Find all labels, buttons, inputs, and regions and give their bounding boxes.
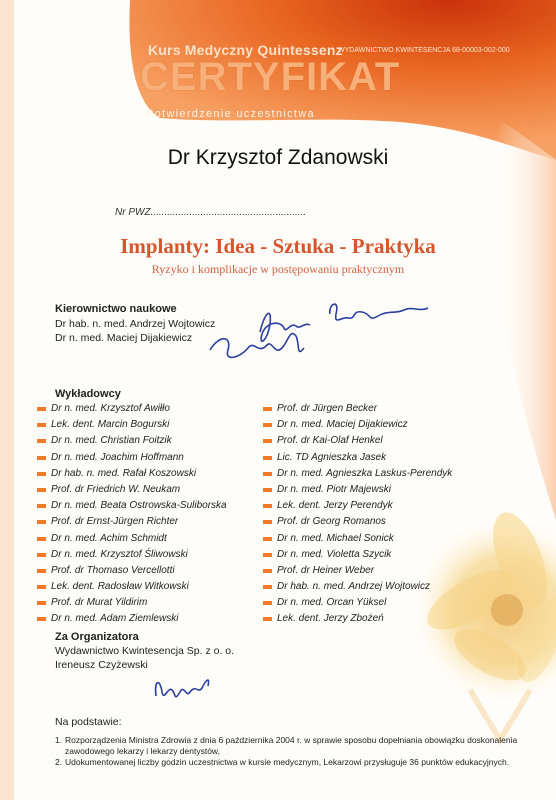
basis-heading: Na podstawie:	[55, 716, 122, 728]
lecturer-item: Dr n. med. Michael Sonick	[263, 531, 452, 547]
lecturer-item: Dr n. med. Achim Schmidt	[37, 531, 227, 547]
organizer-heading: Za Organizatora	[55, 631, 139, 643]
lecturer-item: Prof. dr Murat Yildirim	[37, 595, 227, 611]
organizer-company: Wydawnictwo Kwintesencja Sp. z o. o.	[55, 645, 235, 657]
lecturer-item: Dr n. med. Krzysztof Śliwowski	[37, 547, 227, 563]
lecturer-item: Lek. dent. Radosław Witkowski	[37, 579, 227, 595]
lecturer-item: Dr n. med. Adam Ziemlewski	[37, 611, 227, 627]
scientific-name-2: Dr n. med. Maciej Dijakiewicz	[55, 332, 193, 344]
lecturers-heading: Wykładowcy	[55, 388, 121, 400]
basis-item	[55, 757, 535, 779]
certificate-title: CERTYFIKAT	[140, 55, 401, 99]
basis-item-text: Rozporządzenia Ministra Zdrowia z dnia 6 października 2004 r. w sprawie sposobu dopełniania obowiązku doskonalenia zawodowego lekarzy i lekarzy dentystów,	[65, 735, 518, 756]
lecturer-item: Dr n. med. Agnieszka Laskus-Perendyk	[263, 466, 452, 482]
lecturer-item: Prof. dr Georg Romanos	[263, 514, 452, 530]
lecturer-item: Prof. dr Ernst-Jürgen Richter	[37, 514, 227, 530]
lecturer-item: Dr n. med. Beata Ostrowska-Suliborska	[37, 498, 227, 514]
basis-item-text: Udokumentowanej liczby godzin uczestnictwa w kursie medycznym, Lekarzowi przysługuje 36 punktów edukacyjnych.	[65, 757, 510, 767]
lecturer-item: Dr hab. n. med. Andrzej Wojtowicz	[263, 579, 452, 595]
course-subtitle: Ryzyko i komplikacje w postępowaniu praktycznym	[151, 262, 405, 276]
recipient-name: Dr Krzysztof Zdanowski	[167, 146, 389, 169]
course-title: Implanty: Idea - Sztuka - Praktyka	[120, 234, 436, 258]
lecturer-item: Prof. dr Friedrich W. Neukam	[37, 482, 227, 498]
organizer-person: Ireneusz Czyżewski	[55, 659, 148, 671]
lecturer-item: Lek. dent. Jerzy Perendyk	[263, 498, 452, 514]
lecturer-item: Dr n. med. Violetta Szycik	[263, 547, 452, 563]
lecturer-item: Dr n. med. Joachim Hoffmann	[37, 450, 227, 466]
basis-item-number: 2.	[55, 757, 63, 767]
pwz-number-line: Nr PWZ........................................................	[115, 207, 307, 218]
lecturer-item: Lek. dent. Marcin Bogurski	[37, 417, 227, 433]
scientific-name-1: Dr hab. n. med. Andrzej Wojtowicz	[55, 318, 216, 330]
lecturer-item: Dr n. med. Orcan Yüksel	[263, 595, 452, 611]
publisher-reference: WYDAWNICTWO KWINTESENCJA 68-00003-002-000	[338, 47, 510, 54]
lecturer-item: Dr n. med. Krzysztof Awiłło	[37, 401, 227, 417]
lecturer-item: Prof. dr Heiner Weber	[263, 563, 452, 579]
lecturers-list-left	[37, 401, 227, 628]
organizer-signature	[140, 672, 230, 712]
lecturer-item: Dr n. med. Piotr Majewski	[263, 482, 452, 498]
lecturer-item: Prof. dr Thomaso Vercellotti	[37, 563, 227, 579]
certificate-subtitle: Potwierdzenie uczestnictwa	[146, 108, 315, 120]
scientific-heading: Kierownictwo naukowe	[55, 303, 177, 315]
lecturers-list-right	[263, 401, 452, 628]
basis-item	[55, 735, 535, 757]
basis-list	[55, 735, 535, 779]
lecturer-item: Dr hab. n. med. Rafał Koszowski	[37, 466, 227, 482]
lecturer-item: Dr n. med. Christian Foitzik	[37, 433, 227, 449]
basis-item-number: 1.	[55, 735, 63, 745]
certificate-header	[140, 38, 556, 128]
lecturer-item: Prof. dr Kai-Olaf Henkel	[263, 433, 452, 449]
lecturer-item: Lek. dent. Jerzy Zbożeń	[263, 611, 452, 627]
lecturer-item: Lic. TD Agnieszka Jasek	[263, 450, 452, 466]
lecturer-item: Dr n. med. Maciej Dijakiewicz	[263, 417, 452, 433]
course-series-label: Kurs Medyczny Quintessenz	[148, 42, 343, 58]
lecturer-item: Prof. dr Jürgen Becker	[263, 401, 452, 417]
scientific-signatures	[200, 292, 440, 372]
